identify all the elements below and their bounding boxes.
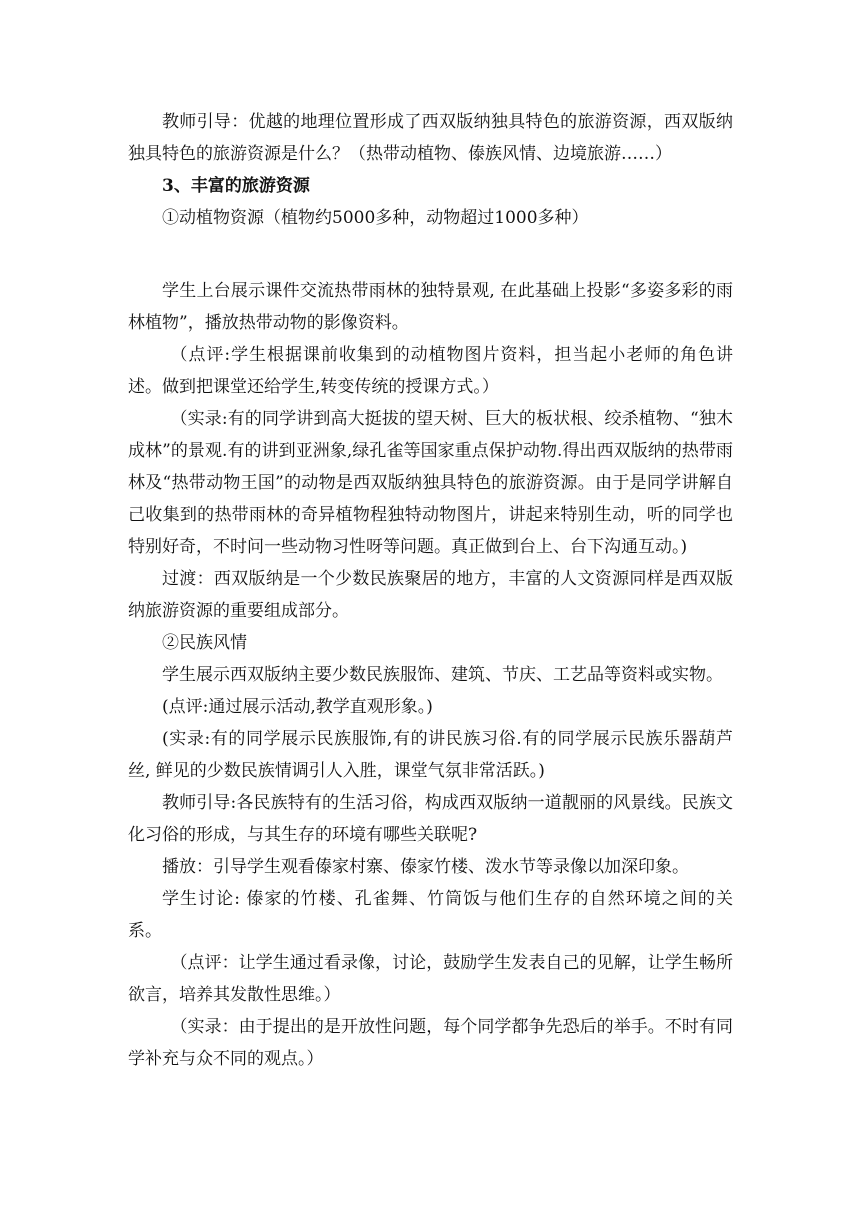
paragraph-student-display: 学生展示西双版纳主要少数民族服饰、建筑、节庆、工艺品等资料或实物。 bbox=[162, 665, 723, 685]
paragraph-comment-2: (点评:通过展示活动,教学直观形象。) bbox=[162, 697, 433, 717]
paragraph-record-2: (实录:有的同学展示民族服饰,有的讲民族习俗.有的同学展示民族乐器葫芦丝, 鲜见的少数民族情调引人入胜，课堂气氛非常活跃。) bbox=[128, 729, 733, 781]
blank-line bbox=[128, 234, 733, 275]
paragraph-comment-3: （点评：让学生通过看录像，讨论，鼓励学生发表自己的见解，让学生畅所欲言，培养其发散性思维。） bbox=[128, 953, 733, 1005]
paragraph-student-presentation: 学生上台展示课件交流热带雨林的独特景观, 在此基础上投影“多姿多彩的雨林植物”，播放热带动物的影像资料。 bbox=[128, 281, 733, 333]
paragraph-record-3: （实录：由于提出的是开放性问题，每个同学都争先恐后的举手。不时有同学补充与众不同的观点。） bbox=[128, 1017, 733, 1069]
paragraph-transition: 过渡：西双版纳是一个少数民族聚居的地方，丰富的人文资源同样是西双版纳旅游资源的重要组成部分。 bbox=[128, 569, 733, 621]
paragraph-record-1: （实录:有的同学讲到高大挺拔的望天树、巨大的板状根、绞杀植物、“独木成林”的景观.有的讲到亚洲象,绿孔雀等国家重点保护动物.得出西双版纳的热带雨林及“热带动物王国”的动物是西双版纳独具特色的旅游资源。由于是同学讲解自己收集到的热带雨林的奇异植物程独特动物图片，讲起来特别生动，听的同学也特别好奇，不时问一些动物习性呀等问题。真正做到台上、台下沟通互动。) bbox=[128, 409, 733, 557]
subheading-flora-fauna: ①动植物资源（植物约5000多种，动物超过1000多种） bbox=[162, 208, 589, 228]
document-body bbox=[128, 106, 733, 1075]
paragraph-teacher-guidance-2: 教师引导:各民族特有的生活习俗，构成西双版纳一道靓丽的风景线。民族文化习俗的形成，与其生存的环境有哪些关联呢? bbox=[128, 793, 733, 845]
paragraph-student-discussion: 学生讨论: 傣家的竹楼、孔雀舞、竹筒饭与他们生存的自然环境之间的关系。 bbox=[128, 889, 733, 941]
paragraph-comment-1: （点评:学生根据课前收集到的动植物图片资料，担当起小老师的角色讲述。做到把课堂还给学生,转变传统的授课方式。） bbox=[128, 345, 733, 397]
paragraph-playback: 播放：引导学生观看傣家村寨、傣家竹楼、泼水节等录像以加深印象。 bbox=[162, 857, 689, 877]
paragraph-teacher-guidance: 教师引导：优越的地理位置形成了西双版纳独具特色的旅游资源，西双版纳独具特色的旅游资源是什么？（热带动植物、傣族风情、边境旅游……） bbox=[128, 112, 733, 164]
section-heading-tourism-resources: 3、丰富的旅游资源 bbox=[162, 176, 310, 196]
subheading-ethnic-customs: ②民族风情 bbox=[162, 633, 247, 653]
